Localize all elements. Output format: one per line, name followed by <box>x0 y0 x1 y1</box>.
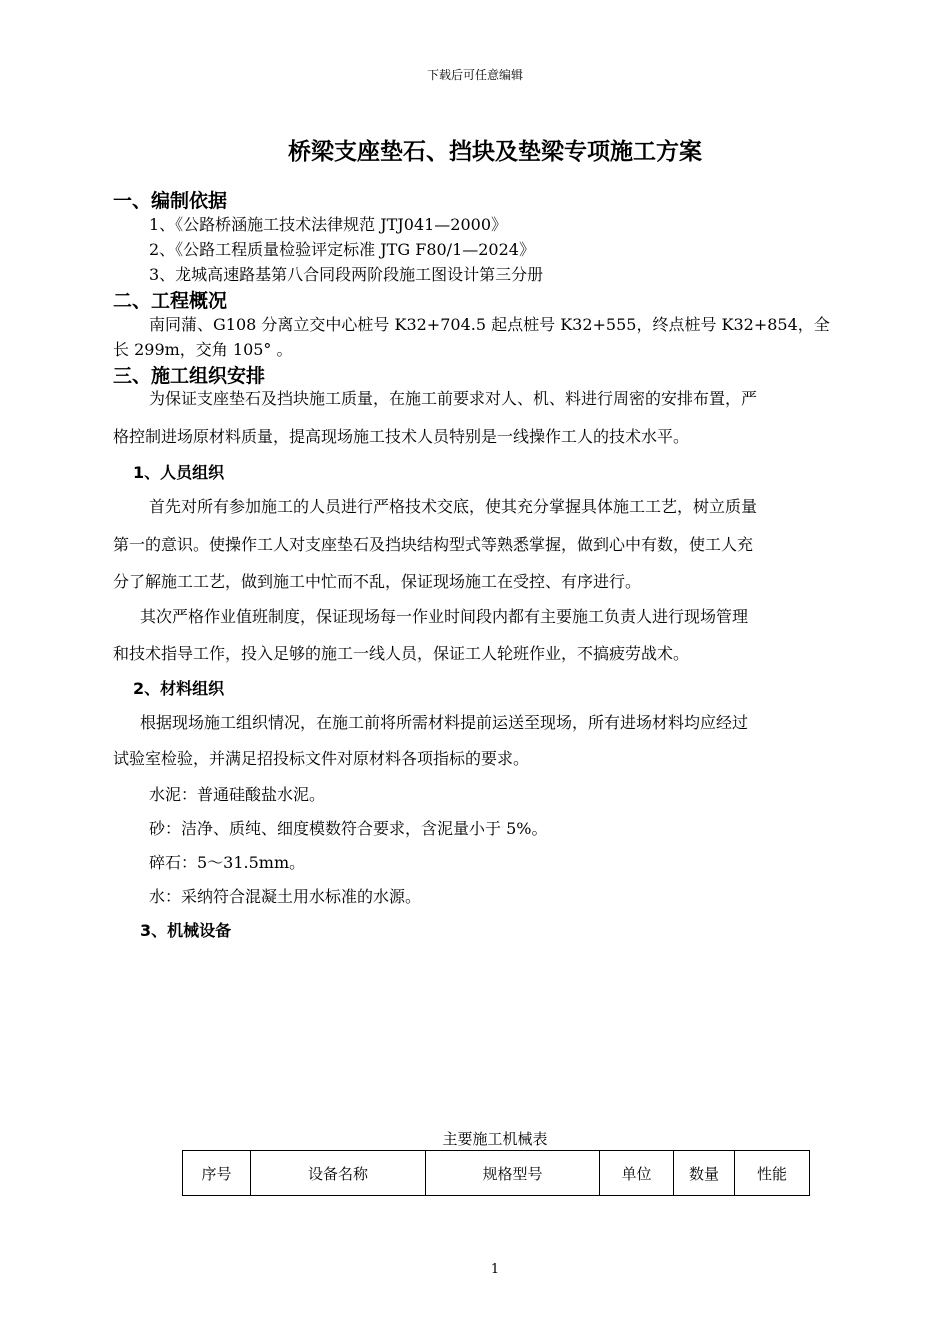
reference-item: 1、《公路桥涵施工技术法律规范 JTJ041—2000》 <box>149 215 508 234</box>
page-number: 1 <box>490 1262 500 1277</box>
page-header: 下载后可任意编辑 <box>426 68 523 82</box>
subsection-heading-materials: 2、材料组织 <box>133 679 225 698</box>
reference-item: 3、龙城高速路基第八合同段两阶段施工图设计第三分册 <box>149 265 544 284</box>
material-water: 水：采纳符合混凝土用水标准的水源。 <box>149 887 422 906</box>
document-title: 桥梁支座垫石、挡块及垫梁专项施工方案 <box>288 139 702 165</box>
section-1-heading: 一、编制依据 <box>113 190 228 212</box>
paragraph-line: 其次严格作业值班制度，保证现场每一作业时间段内都有主要施工负责人进行现场管理 <box>140 607 749 626</box>
subsection-heading-equipment: 3、机械设备 <box>140 921 232 940</box>
reference-item: 2、《公路工程质量检验评定标准 JTG F80/1—2024》 <box>149 240 535 259</box>
material-cement: 水泥：普通硅酸盐水泥。 <box>149 785 326 804</box>
paragraph-line: 格控制进场原材料质量，提高现场施工技术人员特别是一线操作工人的技术水平。 <box>113 427 690 446</box>
column-header: 序号 <box>183 1151 251 1196</box>
section-2-heading: 二、工程概况 <box>113 290 228 312</box>
paragraph-line: 和技术指导工作，投入足够的施工一线人员，保证工人轮班作业，不搞疲劳战术。 <box>113 644 690 663</box>
material-gravel: 碎石：5～31.5mm。 <box>149 853 306 872</box>
section-3-heading: 三、施工组织安排 <box>113 365 266 387</box>
column-header: 规格型号 <box>426 1151 600 1196</box>
material-sand: 砂：洁净、质纯、细度模数符合要求，含泥量小于 5%。 <box>149 819 548 838</box>
overview-line: 南同蒲、G108 分离立交中心桩号 K32+704.5 起点桩号 K32+555，终点桩号 K32+854，全 <box>149 315 830 334</box>
column-header: 单位 <box>600 1151 674 1196</box>
table-caption: 主要施工机械表 <box>442 1130 548 1148</box>
column-header: 设备名称 <box>251 1151 426 1196</box>
column-header: 性能 <box>735 1151 810 1196</box>
paragraph-line: 分了解施工工艺，做到施工中忙而不乱，保证现场施工在受控、有序进行。 <box>113 572 642 591</box>
column-header: 数量 <box>674 1151 735 1196</box>
subsection-heading-personnel: 1、人员组织 <box>133 463 225 482</box>
paragraph-line: 第一的意识。使操作工人对支座垫石及挡块结构型式等熟悉掌握，做到心中有数，使工人充 <box>113 535 754 554</box>
equipment-table <box>182 1150 810 1196</box>
paragraph-line: 为保证支座垫石及挡块施工质量，在施工前要求对人、机、料进行周密的安排布置，严 <box>149 389 758 408</box>
paragraph-line: 首先对所有参加施工的人员进行严格技术交底，使其充分掌握具体施工工艺，树立质量 <box>149 497 758 516</box>
paragraph-line: 根据现场施工组织情况，在施工前将所需材料提前运送至现场，所有进场材料均应经过 <box>140 713 749 732</box>
paragraph-line: 试验室检验，并满足招投标文件对原材料各项指标的要求。 <box>113 749 530 768</box>
overview-line: 长 299m，交角 105° 。 <box>113 340 293 359</box>
table-header-row <box>183 1151 810 1196</box>
